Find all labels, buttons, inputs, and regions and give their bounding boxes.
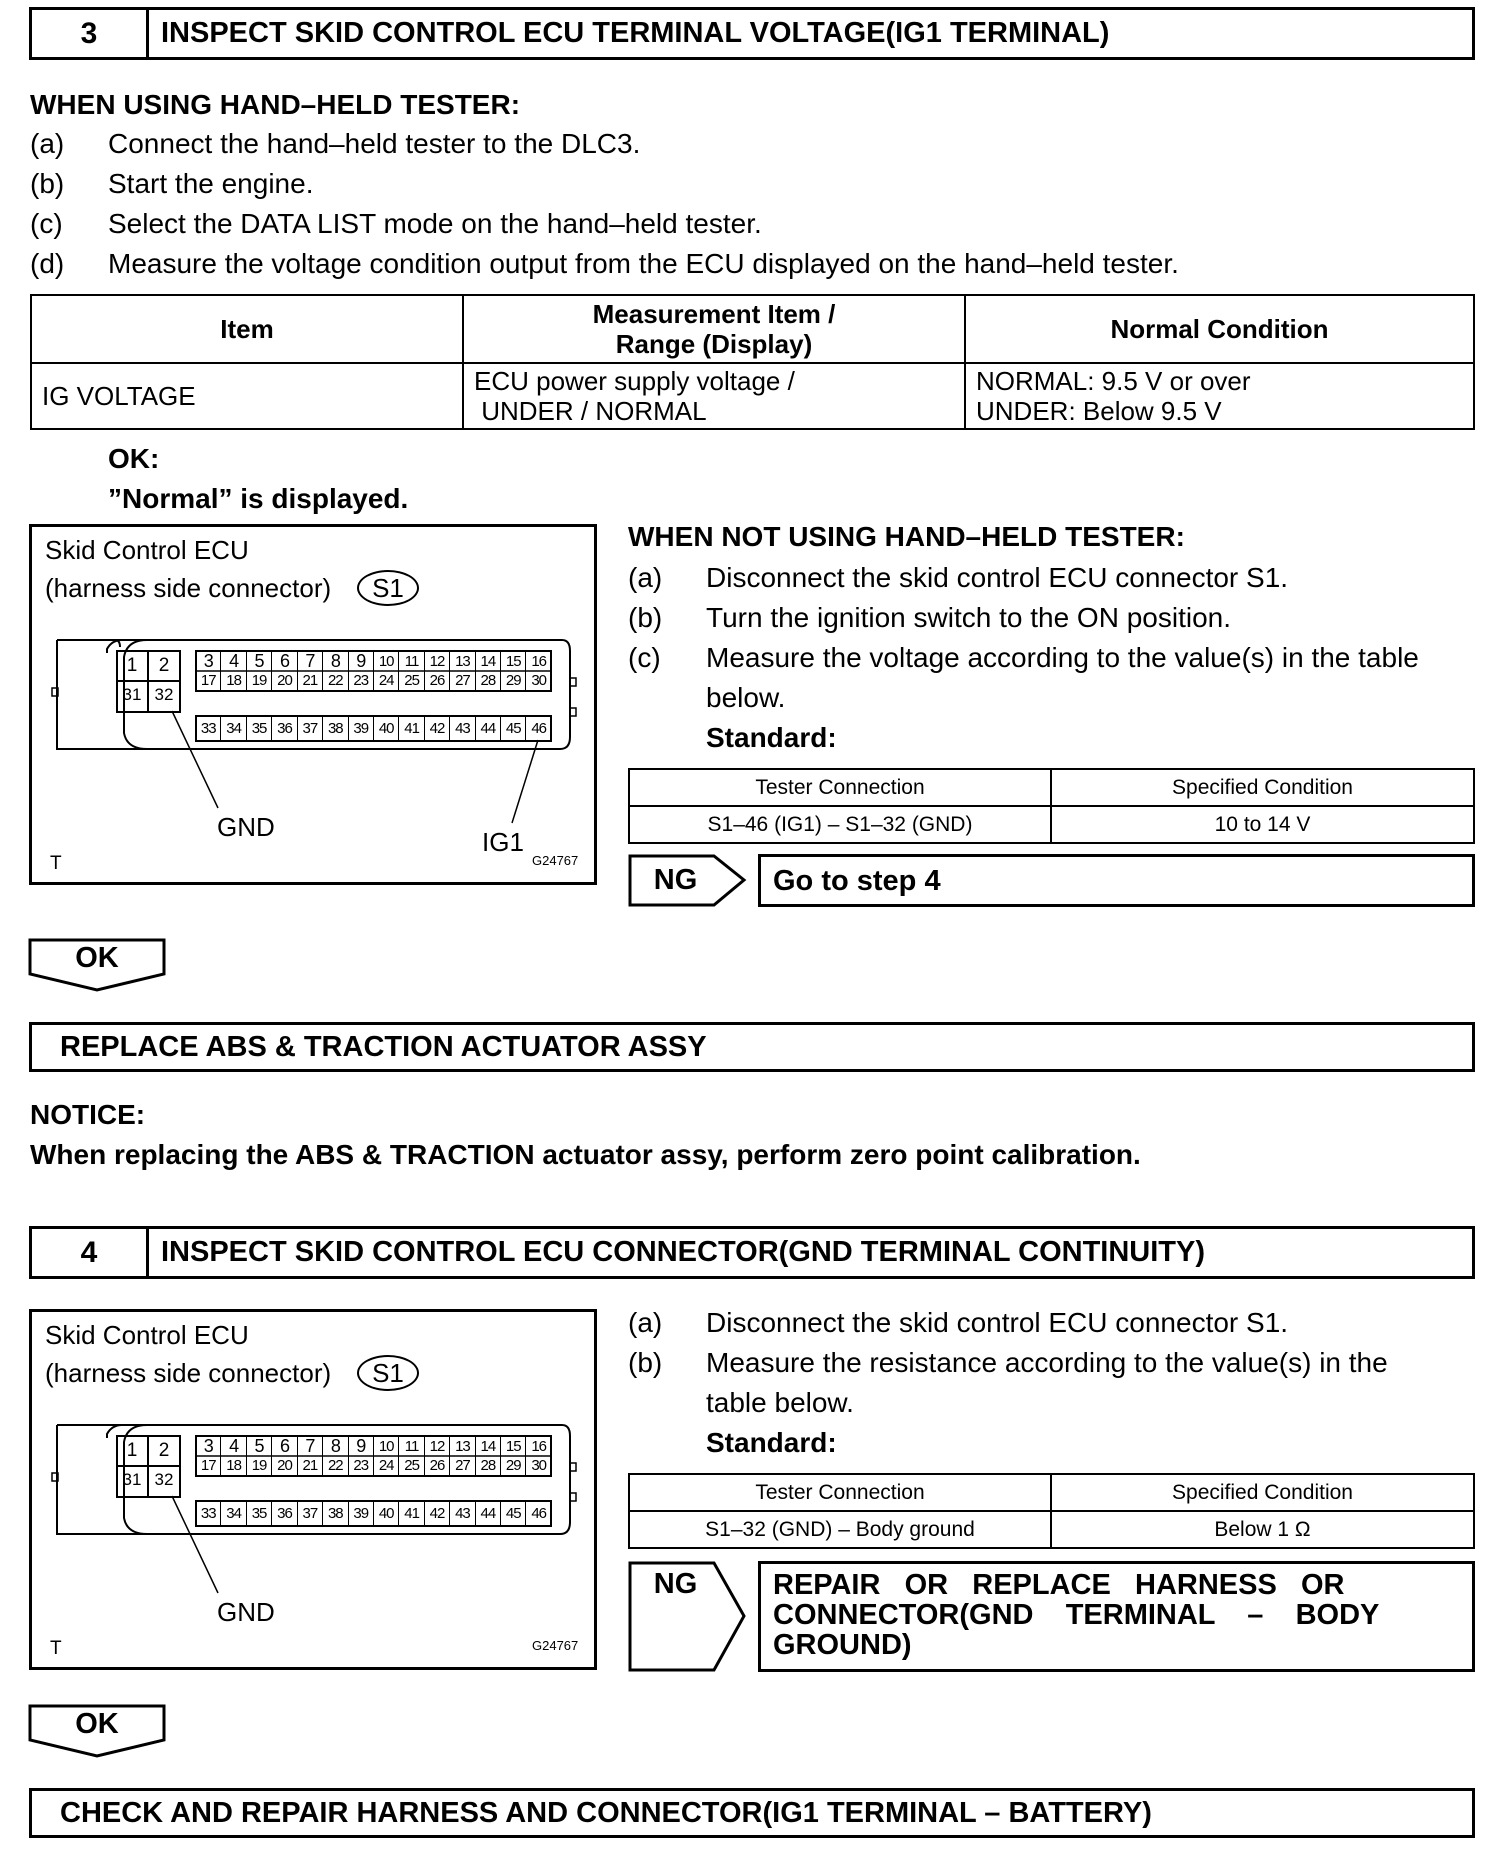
pin-label: 45 (500, 1502, 525, 1526)
pin-label: 30 (525, 671, 550, 691)
pin-label: 6 (271, 1437, 296, 1456)
pin-row-2 (196, 671, 551, 691)
pin-label: 3 (203, 652, 213, 671)
t-mark: T (50, 1638, 62, 1659)
pin-label: 15 (500, 1437, 525, 1456)
connector-diagram-step3 (29, 524, 597, 885)
ng-label: NG (653, 1568, 698, 1600)
diagram-title: Skid Control ECU (45, 535, 249, 565)
pin-label: 9 (348, 652, 373, 671)
figure-code: G24767 (532, 853, 579, 868)
pin-label: 11 (398, 1437, 423, 1456)
step-text: Measure the voltage according to the value(s) in the table (706, 642, 1419, 673)
standard-label: Standard: (706, 722, 837, 753)
step-label: (b) (30, 168, 65, 199)
ng-action-line: REPAIR OR REPLACE HARNESS OR (773, 1569, 1345, 1601)
pin-label: 46 (525, 717, 550, 741)
pin-row-3 (196, 1502, 551, 1526)
pin-label: 43 (449, 717, 474, 741)
cell-tester-connection: S1–32 (GND) – Body ground (629, 1511, 1051, 1548)
pin-label: 44 (475, 717, 500, 741)
pin-label: 2 (158, 1440, 170, 1461)
connector-diagram-step4 (29, 1309, 597, 1670)
pin-label: 16 (525, 652, 550, 671)
pin-label: 29 (500, 1456, 525, 1476)
pin-label: 35 (246, 717, 271, 741)
step-label: (a) (628, 1307, 663, 1338)
step-label: (c) (628, 642, 661, 673)
gnd-label: GND (217, 812, 275, 842)
pin-label: 41 (398, 1502, 423, 1526)
cell-item: IG VOLTAGE (31, 363, 463, 429)
pin-label: 31 (122, 1470, 142, 1489)
pin-label: 41 (398, 717, 423, 741)
pin-label: 23 (348, 671, 373, 691)
pin-label: 10 (373, 652, 398, 671)
figure-code: G24767 (532, 1638, 579, 1653)
pin-label: 46 (525, 1502, 550, 1526)
step-label: (a) (628, 562, 663, 593)
pin-label: 33 (200, 1505, 216, 1522)
notice-label: NOTICE: (30, 1099, 146, 1130)
header-specified-condition: Specified Condition (1051, 1474, 1474, 1511)
pin-label: 17 (200, 672, 216, 689)
t-mark: T (50, 853, 62, 874)
ok-button-label: OK (75, 942, 119, 974)
standard-table-step4 (628, 1473, 1475, 1549)
header-tester-connection: Tester Connection (629, 1474, 1051, 1511)
ng-branch-step3 (628, 854, 1475, 907)
header-specified-condition: Specified Condition (1051, 769, 1474, 806)
pin-label: 29 (500, 671, 525, 691)
pin-label: 24 (373, 1456, 398, 1476)
header-measurement-line2: Range (Display) (615, 329, 813, 359)
pin-label: 13 (449, 1437, 474, 1456)
ng-action: Go to step 4 (758, 854, 1475, 907)
pin-label: 19 (246, 1456, 271, 1476)
check-repair-harness-box: CHECK AND REPAIR HARNESS AND CONNECTOR(IG1 TERMINAL – BATTERY) (29, 1788, 1475, 1838)
step-text: Measure the resistance according to the value(s) in the (706, 1347, 1388, 1378)
ok-text: ”Normal” is displayed. (108, 483, 409, 514)
pin-label: 5 (246, 652, 271, 671)
step-text: Measure the voltage condition output from the ECU displayed on the hand–held tester. (108, 248, 1179, 279)
pin-label: 28 (475, 1456, 500, 1476)
pin-label: 24 (373, 671, 398, 691)
pin-label: 10 (373, 1437, 398, 1456)
connector-code-oval: S1 (357, 570, 419, 606)
pin-label: 1 (126, 1440, 138, 1461)
pin-label: 27 (449, 671, 474, 691)
ng-action-line: GROUND) (773, 1629, 912, 1661)
pin-label: 33 (200, 720, 216, 737)
notice-text: When replacing the ABS & TRACTION actuator assy, perform zero point calibration. (30, 1139, 1141, 1170)
pin-label: 35 (246, 1502, 271, 1526)
cell-normal-line1: NORMAL: 9.5 V or over (976, 366, 1251, 396)
pin-label: 26 (424, 1456, 449, 1476)
step-text: Start the engine. (108, 168, 314, 199)
pin-label: 20 (271, 671, 296, 691)
pin-label: 30 (525, 1456, 550, 1476)
step-4-header (29, 1226, 1475, 1279)
step-4-title: INSPECT SKID CONTROL ECU CONNECTOR(GND TERMINAL CONTINUITY) (161, 1236, 1206, 1268)
step-text: Disconnect the skid control ECU connector S1. (706, 562, 1289, 593)
pin-label: 37 (297, 1502, 322, 1526)
pin-label: 36 (271, 1502, 296, 1526)
pin-label: 39 (348, 1502, 373, 1526)
pin-label: 34 (220, 1502, 245, 1526)
pin-label: 40 (373, 717, 398, 741)
gnd-label: GND (217, 1597, 275, 1627)
ok-button-step3[interactable] (28, 938, 166, 992)
pin-label: 42 (424, 1502, 449, 1526)
pin-label: 25 (398, 1456, 423, 1476)
step-label: (c) (30, 208, 63, 239)
step-label: (d) (30, 248, 65, 279)
cell-normal-condition (965, 363, 1474, 429)
pin-label: 19 (246, 671, 271, 691)
pin-label: 7 (297, 652, 322, 671)
step-text: table below. (706, 1387, 854, 1418)
step-text: Select the DATA LIST mode on the hand–held tester. (108, 208, 762, 239)
pin-label: 37 (297, 717, 322, 741)
pin-label: 4 (220, 1437, 245, 1456)
pin-label: 16 (525, 1437, 550, 1456)
cell-measurement-line2: UNDER / NORMAL (474, 396, 707, 426)
pin-label: 18 (220, 671, 245, 691)
ok-button-label: OK (75, 1708, 119, 1740)
pin-label: 32 (154, 1470, 174, 1489)
ng-action-line: CONNECTOR(GND TERMINAL – BODY (773, 1599, 1380, 1631)
step-label: (b) (628, 1347, 663, 1378)
pin-label: 42 (424, 717, 449, 741)
step-label: (b) (628, 602, 663, 633)
pin-label: 26 (424, 671, 449, 691)
step-label: (a) (30, 128, 65, 159)
ok-label: OK: (108, 443, 160, 474)
ng-label: NG (653, 864, 698, 896)
pin-label: 45 (500, 717, 525, 741)
pin-label: 11 (398, 652, 423, 671)
connector-code-oval: S1 (357, 1355, 419, 1391)
pin-label: 3 (203, 1437, 213, 1456)
pin-label: 34 (220, 717, 245, 741)
pin-label: 18 (220, 1456, 245, 1476)
diagram-subtitle: (harness side connector) (45, 1358, 332, 1388)
header-normal-condition: Normal Condition (965, 295, 1474, 363)
pin-label: 27 (449, 1456, 474, 1476)
step-3-title: INSPECT SKID CONTROL ECU TERMINAL VOLTAGE(IG1 TERMINAL) (161, 17, 1110, 49)
cell-specified-condition: Below 1 Ω (1051, 1511, 1474, 1548)
header-measurement-line1: Measurement Item / (592, 299, 836, 329)
tester-heading: WHEN USING HAND–HELD TESTER: (30, 89, 521, 120)
cell-specified-condition: 10 to 14 V (1051, 806, 1474, 843)
pin-row-2 (196, 1456, 551, 1476)
step-3-number: 3 (32, 10, 149, 57)
cell-measurement (463, 363, 965, 429)
ig1-label: IG1 (482, 827, 524, 857)
diagram-subtitle: (harness side connector) (45, 573, 332, 603)
pin-label: 20 (271, 1456, 296, 1476)
standard-table-step3 (628, 768, 1475, 844)
pin-label: 17 (200, 1457, 216, 1474)
pin-label: 6 (271, 652, 296, 671)
pin-label: 9 (348, 1437, 373, 1456)
pin-label: 15 (500, 652, 525, 671)
pin-label: 8 (322, 652, 347, 671)
pin-label: 22 (322, 671, 347, 691)
cell-tester-connection: S1–46 (IG1) – S1–32 (GND) (629, 806, 1051, 843)
replace-actuator-box: REPLACE ABS & TRACTION ACTUATOR ASSY (29, 1022, 1475, 1072)
pin-label: 32 (154, 685, 174, 704)
ok-button-step4[interactable] (28, 1704, 166, 1758)
pin-label: 43 (449, 1502, 474, 1526)
pin-label: 5 (246, 1437, 271, 1456)
step-text: Disconnect the skid control ECU connector S1. (706, 1307, 1289, 1338)
pin-label: 25 (398, 671, 423, 691)
pin-label: 7 (297, 1437, 322, 1456)
pin-label: 1 (126, 655, 138, 676)
step-text: Turn the ignition switch to the ON position. (706, 602, 1231, 633)
header-measurement (463, 295, 965, 363)
pin-label: 39 (348, 717, 373, 741)
step-4-number: 4 (32, 1229, 149, 1276)
pin-label: 8 (322, 1437, 347, 1456)
step-text: Connect the hand–held tester to the DLC3. (108, 128, 641, 159)
step-text: below. (706, 682, 786, 713)
diagram-title: Skid Control ECU (45, 1320, 249, 1350)
standard-label: Standard: (706, 1427, 837, 1458)
cell-measurement-line1: ECU power supply voltage / (474, 366, 795, 396)
pin-label: 14 (475, 1437, 500, 1456)
cell-normal-line2: UNDER: Below 9.5 V (976, 396, 1222, 426)
pin-label: 23 (348, 1456, 373, 1476)
pin-label: 31 (122, 685, 142, 704)
pin-label: 4 (220, 652, 245, 671)
pin-label: 21 (297, 1456, 322, 1476)
no-tester-heading: WHEN NOT USING HAND–HELD TESTER: (628, 521, 1185, 552)
pin-label: 12 (424, 652, 449, 671)
ng-branch-step4 (628, 1561, 1475, 1672)
pin-row-1 (196, 652, 551, 671)
pin-row-3 (196, 717, 551, 741)
header-item: Item (31, 295, 463, 363)
pin-label: 38 (322, 1502, 347, 1526)
header-tester-connection: Tester Connection (629, 769, 1051, 806)
pin-label: 28 (475, 671, 500, 691)
data-list-table (30, 294, 1475, 430)
pin-label: 44 (475, 1502, 500, 1526)
ng-action (758, 1561, 1475, 1672)
pin-label: 2 (158, 655, 170, 676)
pin-label: 13 (449, 652, 474, 671)
pin-label: 14 (475, 652, 500, 671)
pin-label: 38 (322, 717, 347, 741)
step-3-header (29, 7, 1475, 60)
pin-label: 40 (373, 1502, 398, 1526)
pin-label: 21 (297, 671, 322, 691)
pin-row-1 (196, 1437, 551, 1456)
pin-label: 22 (322, 1456, 347, 1476)
pin-label: 36 (271, 717, 296, 741)
pin-label: 12 (424, 1437, 449, 1456)
